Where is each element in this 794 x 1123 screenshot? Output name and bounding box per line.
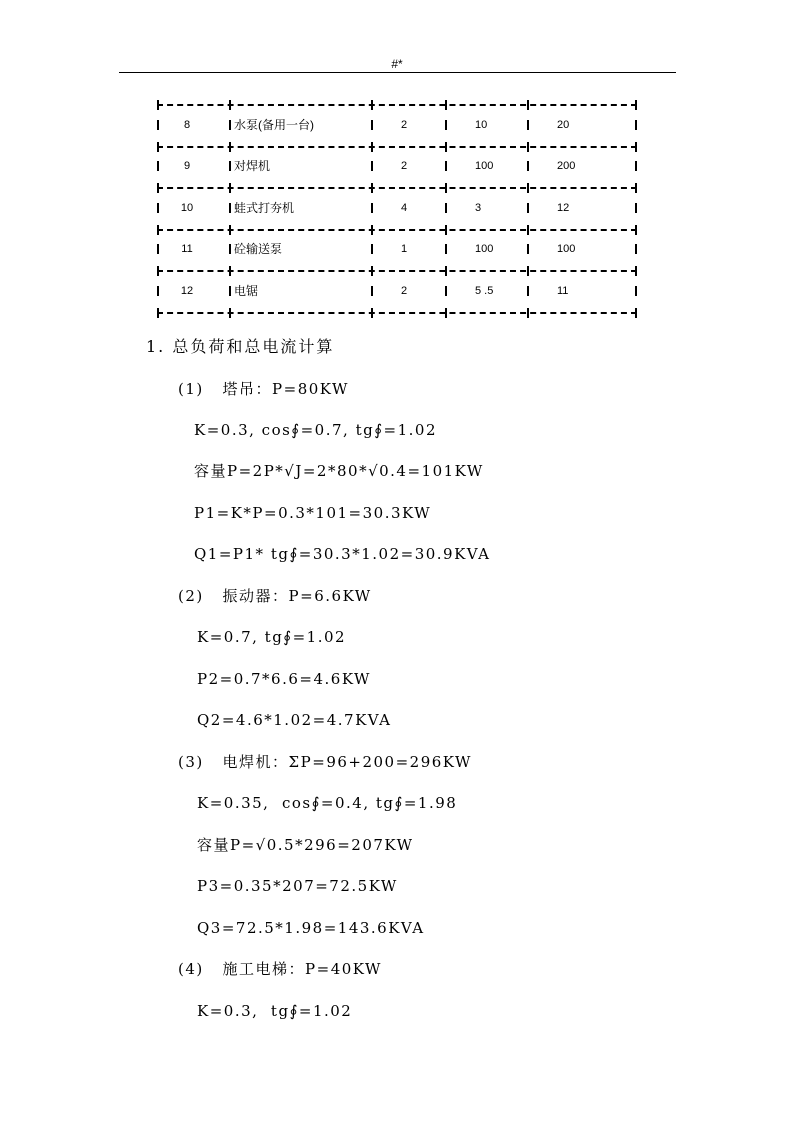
- item-1-line-4: Q1=P1* tg∮=30.3*1.02=30.9KVA: [194, 545, 491, 563]
- table-joint: [635, 308, 637, 318]
- table-cell-border: [157, 161, 159, 171]
- table-joint: [527, 183, 529, 193]
- table-cell-border: [445, 286, 447, 296]
- table-cell-power: 100: [475, 243, 494, 256]
- table-joint: [527, 266, 529, 276]
- table-joint: [371, 308, 373, 318]
- table-cell-border: [445, 203, 447, 213]
- table-joint: [229, 308, 231, 318]
- table-joint: [157, 183, 159, 193]
- table-joint: [527, 225, 529, 235]
- table-cell-no: 8: [183, 118, 191, 131]
- item-3-heading: (3) 电焊机：ΣP=96+200=296KW: [178, 753, 472, 771]
- item-3-line-3: P3=0.35*207=72.5KW: [197, 877, 398, 895]
- item-3-line-4: Q3=72.5*1.98=143.6KVA: [197, 919, 425, 937]
- table-cell-qty: 4: [401, 201, 408, 214]
- table-joint: [635, 225, 637, 235]
- table-cell-border: [445, 161, 447, 171]
- table-cell-border: [635, 244, 637, 254]
- table-cell-border: [157, 244, 159, 254]
- table-cell-border: [229, 161, 231, 171]
- table-joint: [527, 142, 529, 152]
- table-joint: [445, 225, 447, 235]
- item-2-heading: (2) 振动器：P=6.6KW: [178, 587, 372, 605]
- table-cell-border: [371, 120, 373, 130]
- table-cell-border: [527, 161, 529, 171]
- table-cell-no: 11: [181, 243, 193, 256]
- table-joint: [445, 266, 447, 276]
- table-joint: [157, 100, 159, 110]
- header-mark: #*: [391, 57, 403, 71]
- table-joint: [635, 142, 637, 152]
- table-joint: [635, 266, 637, 276]
- item-1-line-2: 容量P=2P*√J=2*80*√0.4=101KW: [194, 462, 484, 480]
- table-cell-border: [229, 203, 231, 213]
- table-joint: [371, 183, 373, 193]
- table-cell-qty: 1: [401, 243, 408, 256]
- table-joint: [157, 308, 159, 318]
- table-cell-border: [371, 244, 373, 254]
- item-4-heading: (4) 施工电梯：P=40KW: [178, 960, 382, 978]
- table-joint: [371, 266, 373, 276]
- table-cell-qty: 2: [401, 160, 408, 173]
- table-cell-border: [527, 203, 529, 213]
- item-4-line-1: K=0.3, tg∮=1.02: [197, 1002, 353, 1020]
- table-cell-border: [445, 244, 447, 254]
- table-joint: [635, 100, 637, 110]
- table-cell-power: 100: [475, 160, 494, 173]
- item-1-line-3: P1=K*P=0.3*101=30.3KW: [194, 504, 432, 522]
- table-cell-border: [445, 120, 447, 130]
- table-joint: [527, 100, 529, 110]
- table-cell-border: [157, 203, 159, 213]
- table-cell-border: [371, 203, 373, 213]
- table-joint: [157, 225, 159, 235]
- table-cell-no: 10: [180, 201, 194, 214]
- table-cell-border: [527, 244, 529, 254]
- table-cell-name: 砼输送泵: [234, 242, 283, 257]
- table-joint: [157, 266, 159, 276]
- table-joint: [445, 142, 447, 152]
- table-cell-border: [635, 286, 637, 296]
- table-cell-border: [527, 286, 529, 296]
- table-cell-border: [635, 161, 637, 171]
- table-cell-border: [157, 120, 159, 130]
- table-cell-border: [157, 286, 159, 296]
- table-cell-power: 10: [475, 118, 488, 131]
- table-joint: [229, 225, 231, 235]
- table-joint: [229, 183, 231, 193]
- table-cell-total: 12: [557, 201, 570, 214]
- item-3-line-2: 容量P=√0.5*296=207KW: [197, 836, 414, 854]
- table-cell-total: 100: [557, 243, 576, 256]
- table-cell-no: 9: [183, 160, 191, 173]
- table-cell-qty: 2: [401, 284, 408, 297]
- table-cell-total: 11: [557, 284, 569, 297]
- table-cell-total: 20: [557, 118, 570, 131]
- header-rule: [119, 72, 676, 73]
- table-joint: [371, 100, 373, 110]
- table-joint: [527, 308, 529, 318]
- table-joint: [229, 100, 231, 110]
- item-2-line-2: P2=0.7*6.6=4.6KW: [197, 670, 371, 688]
- table-cell-border: [371, 286, 373, 296]
- table-joint: [229, 266, 231, 276]
- item-2-line-3: Q2=4.6*1.02=4.7KVA: [197, 711, 392, 729]
- table-cell-border: [635, 203, 637, 213]
- table-cell-border: [229, 244, 231, 254]
- table-cell-border: [635, 120, 637, 130]
- table-joint: [157, 142, 159, 152]
- table-cell-border: [229, 286, 231, 296]
- table-joint: [371, 225, 373, 235]
- table-cell-no: 12: [180, 284, 194, 297]
- table-joint: [635, 183, 637, 193]
- item-2-line-1: K=0.7, tg∮=1.02: [197, 628, 347, 646]
- table-cell-border: [371, 161, 373, 171]
- table-cell-name: 水泵(备用一台): [234, 117, 314, 132]
- table-cell-border: [527, 120, 529, 130]
- table-joint: [371, 142, 373, 152]
- table-joint: [229, 142, 231, 152]
- table-cell-qty: 2: [401, 118, 408, 131]
- equipment-table: [157, 104, 637, 312]
- table-cell-name: 电锯: [234, 283, 259, 298]
- table-cell-border: [229, 120, 231, 130]
- item-1-heading: (1) 塔吊：P=80KW: [178, 380, 349, 398]
- table-joint: [445, 100, 447, 110]
- table-cell-name: 蛙式打夯机: [234, 200, 295, 215]
- table-joint: [445, 308, 447, 318]
- table-joint: [445, 183, 447, 193]
- table-cell-total: 200: [557, 160, 576, 173]
- table-cell-power: 5 .5: [475, 284, 494, 297]
- item-3-line-1: K=0.35, cos∮=0.4, tg∮=1.98: [197, 794, 458, 812]
- table-cell-name: 对焊机: [234, 159, 271, 174]
- section-title: 1. 总负荷和总电流计算: [146, 337, 335, 356]
- item-1-line-1: K=0.3, cos∮=0.7, tg∮=1.02: [194, 421, 437, 439]
- table-cell-power: 3: [475, 201, 482, 214]
